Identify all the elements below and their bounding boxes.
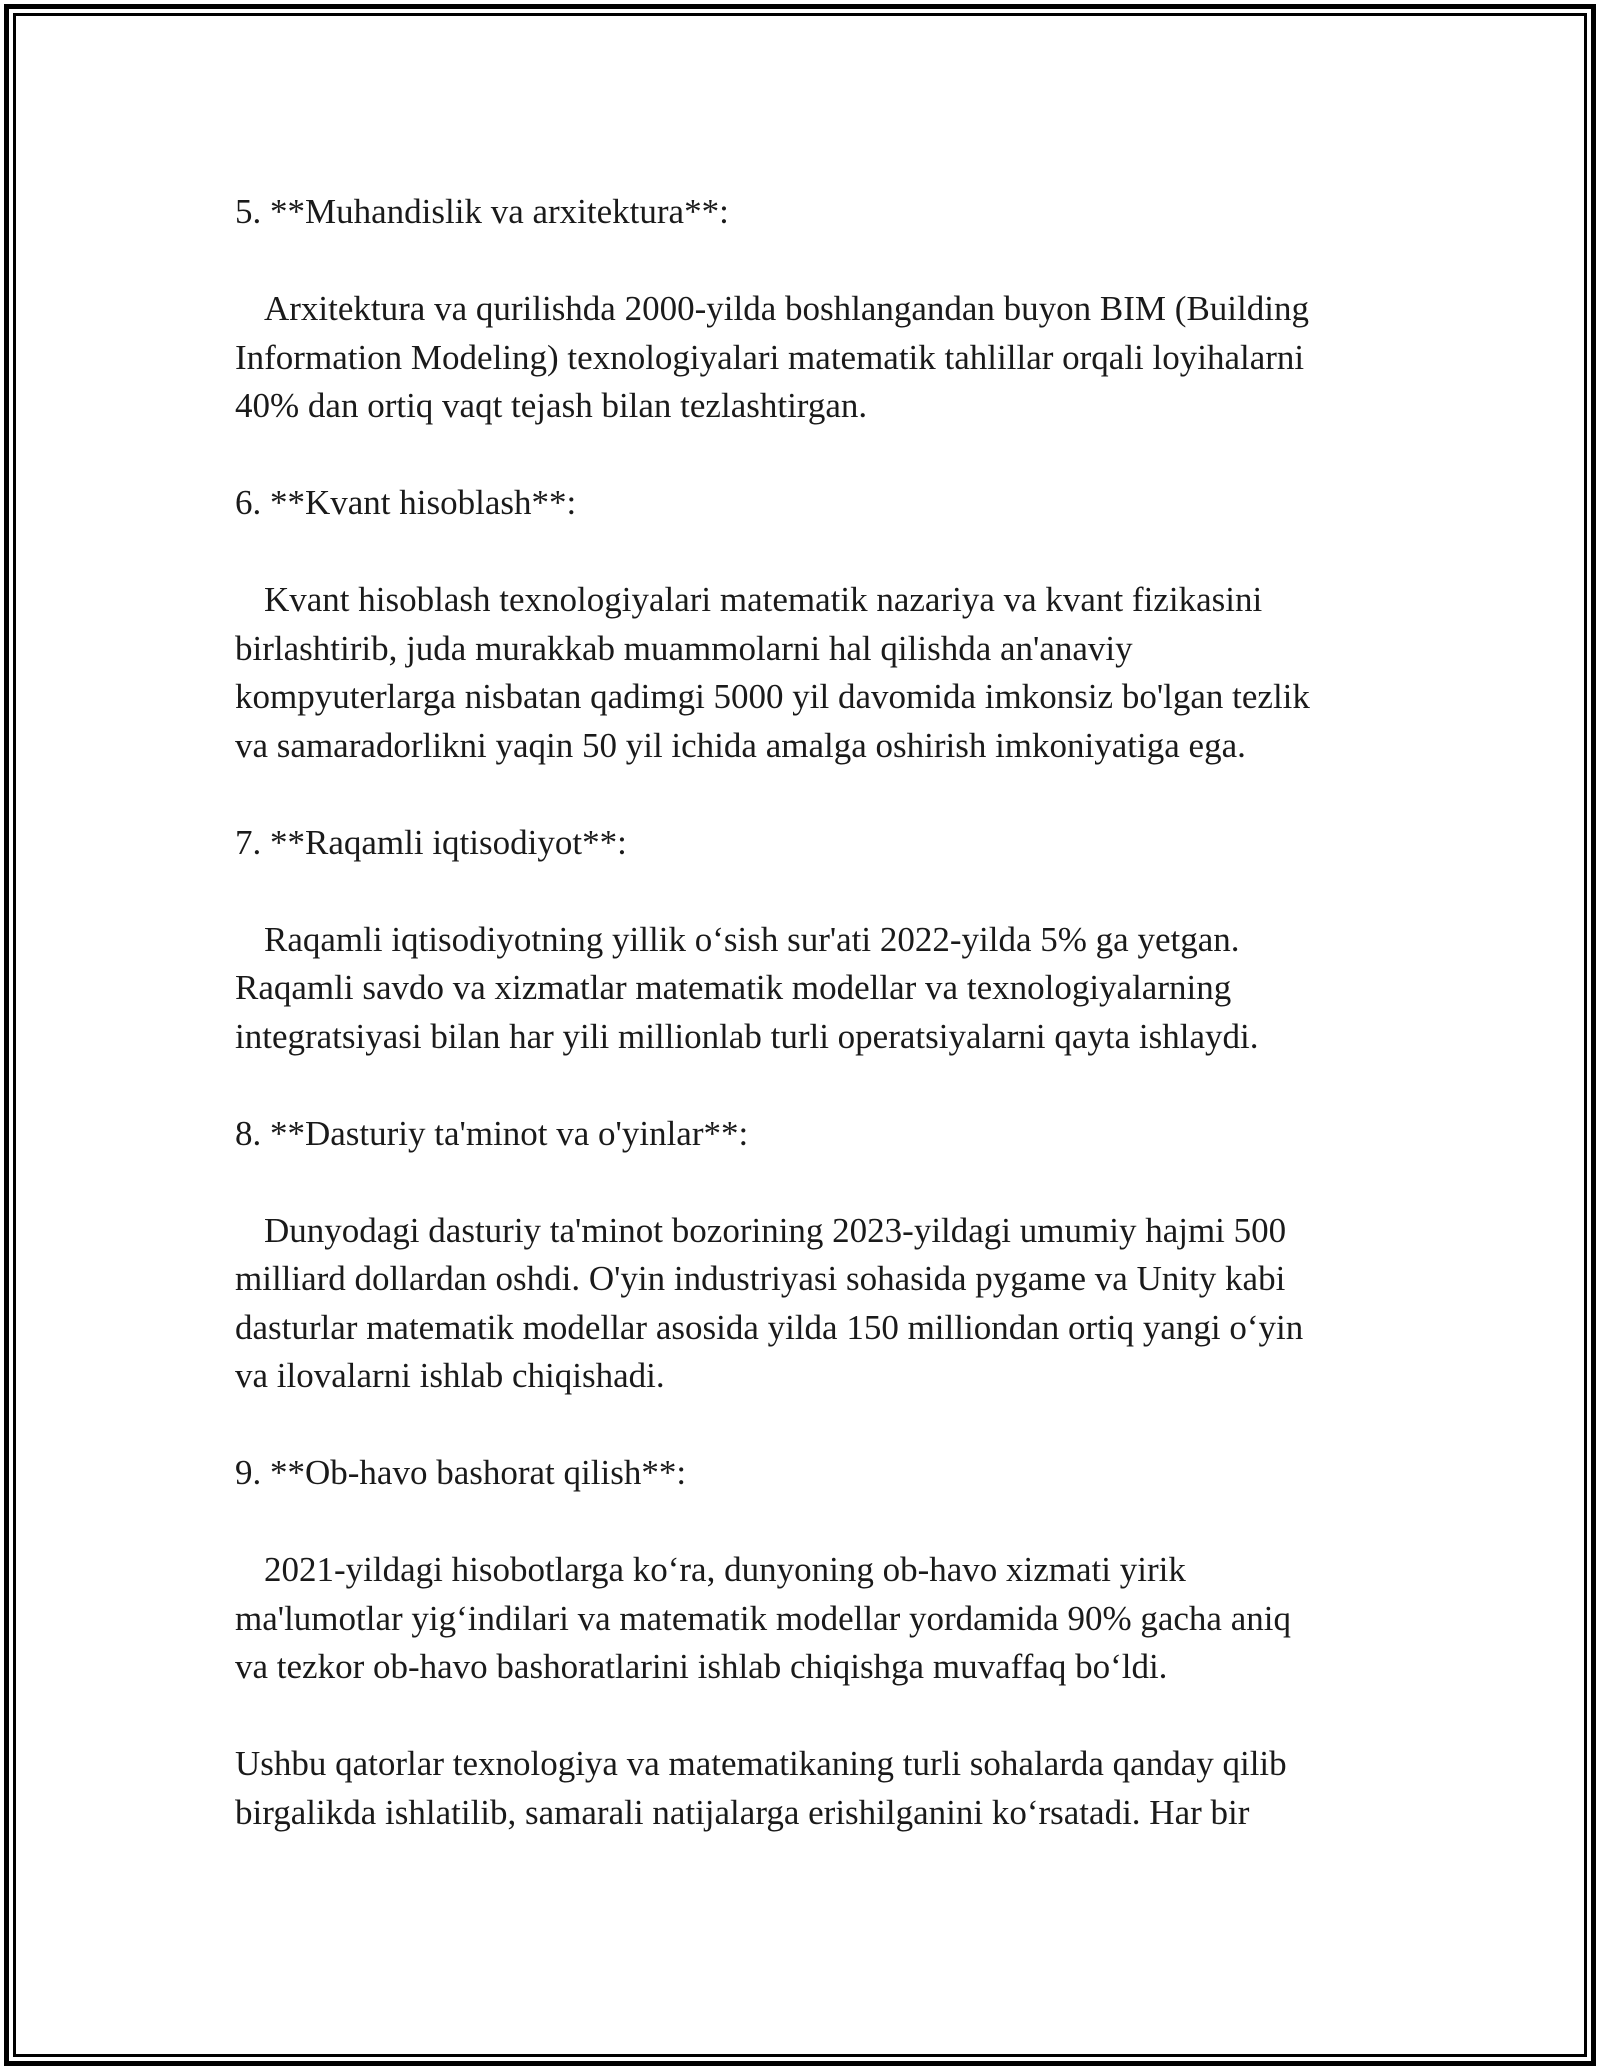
section-9-line-3: va tezkor ob-havo bashoratlarini ishlab chiqishga muvaffaq bo‘ldi.	[235, 1647, 1168, 1686]
section-5-line-2: Information Modeling) texnologiyalari matematik tahlillar orqali loyihalarni	[235, 337, 1305, 377]
section-5-line-3: 40% dan ortiq vaqt tejash bilan tezlashtirgan.	[235, 386, 868, 425]
section-9-line-1: 2021-yildagi hisobotlarga ko‘ra, dunyoning ob-havo xizmati yirik	[264, 1550, 1186, 1589]
section-heading-6: 6. **Kvant hisoblash**:	[235, 483, 577, 522]
section-7-line-2: Raqamli savdo va xizmatlar matematik modellar va texnologiyalarning	[235, 968, 1232, 1007]
section-8-line-1: Dunyodagi dasturiy ta'minot bozorining 2023-yildagi umumiy hajmi 500	[264, 1210, 1287, 1250]
closing-line-2: birgalikda ishlatilib, samarali natijalarga erishilganini ko‘rsatadi. Har bir	[235, 1792, 1250, 1832]
section-7-line-3: integratsiyasi bilan har yili millionlab turli operatsiyalarni qayta ishlaydi.	[235, 1016, 1259, 1056]
section-8-line-3: dasturlar matematik modellar asosida yilda 150 milliondan ortiq yangi o‘yin	[235, 1307, 1304, 1347]
section-6-line-3: kompyuterlarga nisbatan qadimgi 5000 yil davomida imkonsiz bo'lgan tezlik	[235, 677, 1310, 716]
document-body	[235, 188, 1385, 1837]
closing-line-1: Ushbu qatorlar texnologiya va matematikaning turli sohalarda qanday qilib	[235, 1744, 1287, 1783]
section-7-line-1: Raqamli iqtisodiyotning yillik o‘sish sur'ati 2022-yilda 5% ga yetgan.	[264, 919, 1240, 959]
section-6-line-1: Kvant hisoblash texnologiyalari matematik nazariya va kvant fizikasini	[264, 580, 1263, 619]
section-6-line-2: birlashtirib, juda murakkab muammolarni hal qilishda an'anaviy	[235, 628, 1133, 668]
section-8-line-4: va ilovalarni ishlab chiqishadi.	[235, 1356, 665, 1395]
section-8-line-2: milliard dollardan oshdi. O'yin industriyasi sohasida pygame va Unity kabi	[235, 1259, 1286, 1298]
section-5-line-1: Arxitektura va qurilishda 2000-yilda boshlangandan buyon BIM (Building	[264, 289, 1309, 328]
section-heading-5: 5. **Muhandislik va arxitektura**:	[235, 192, 729, 231]
section-heading-8: 8. **Dasturiy ta'minot va o'yinlar**:	[235, 1113, 749, 1153]
section-heading-7: 7. **Raqamli iqtisodiyot**:	[235, 822, 627, 862]
section-heading-9: 9. **Ob-havo bashorat qilish**:	[235, 1453, 687, 1492]
section-6-line-4: va samaradorlikni yaqin 50 yil ichida amalga oshirish imkoniyatiga ega.	[235, 725, 1246, 765]
section-9-line-2: ma'lumotlar yig‘indilari va matematik modellar yordamida 90% gacha aniq	[235, 1598, 1291, 1638]
